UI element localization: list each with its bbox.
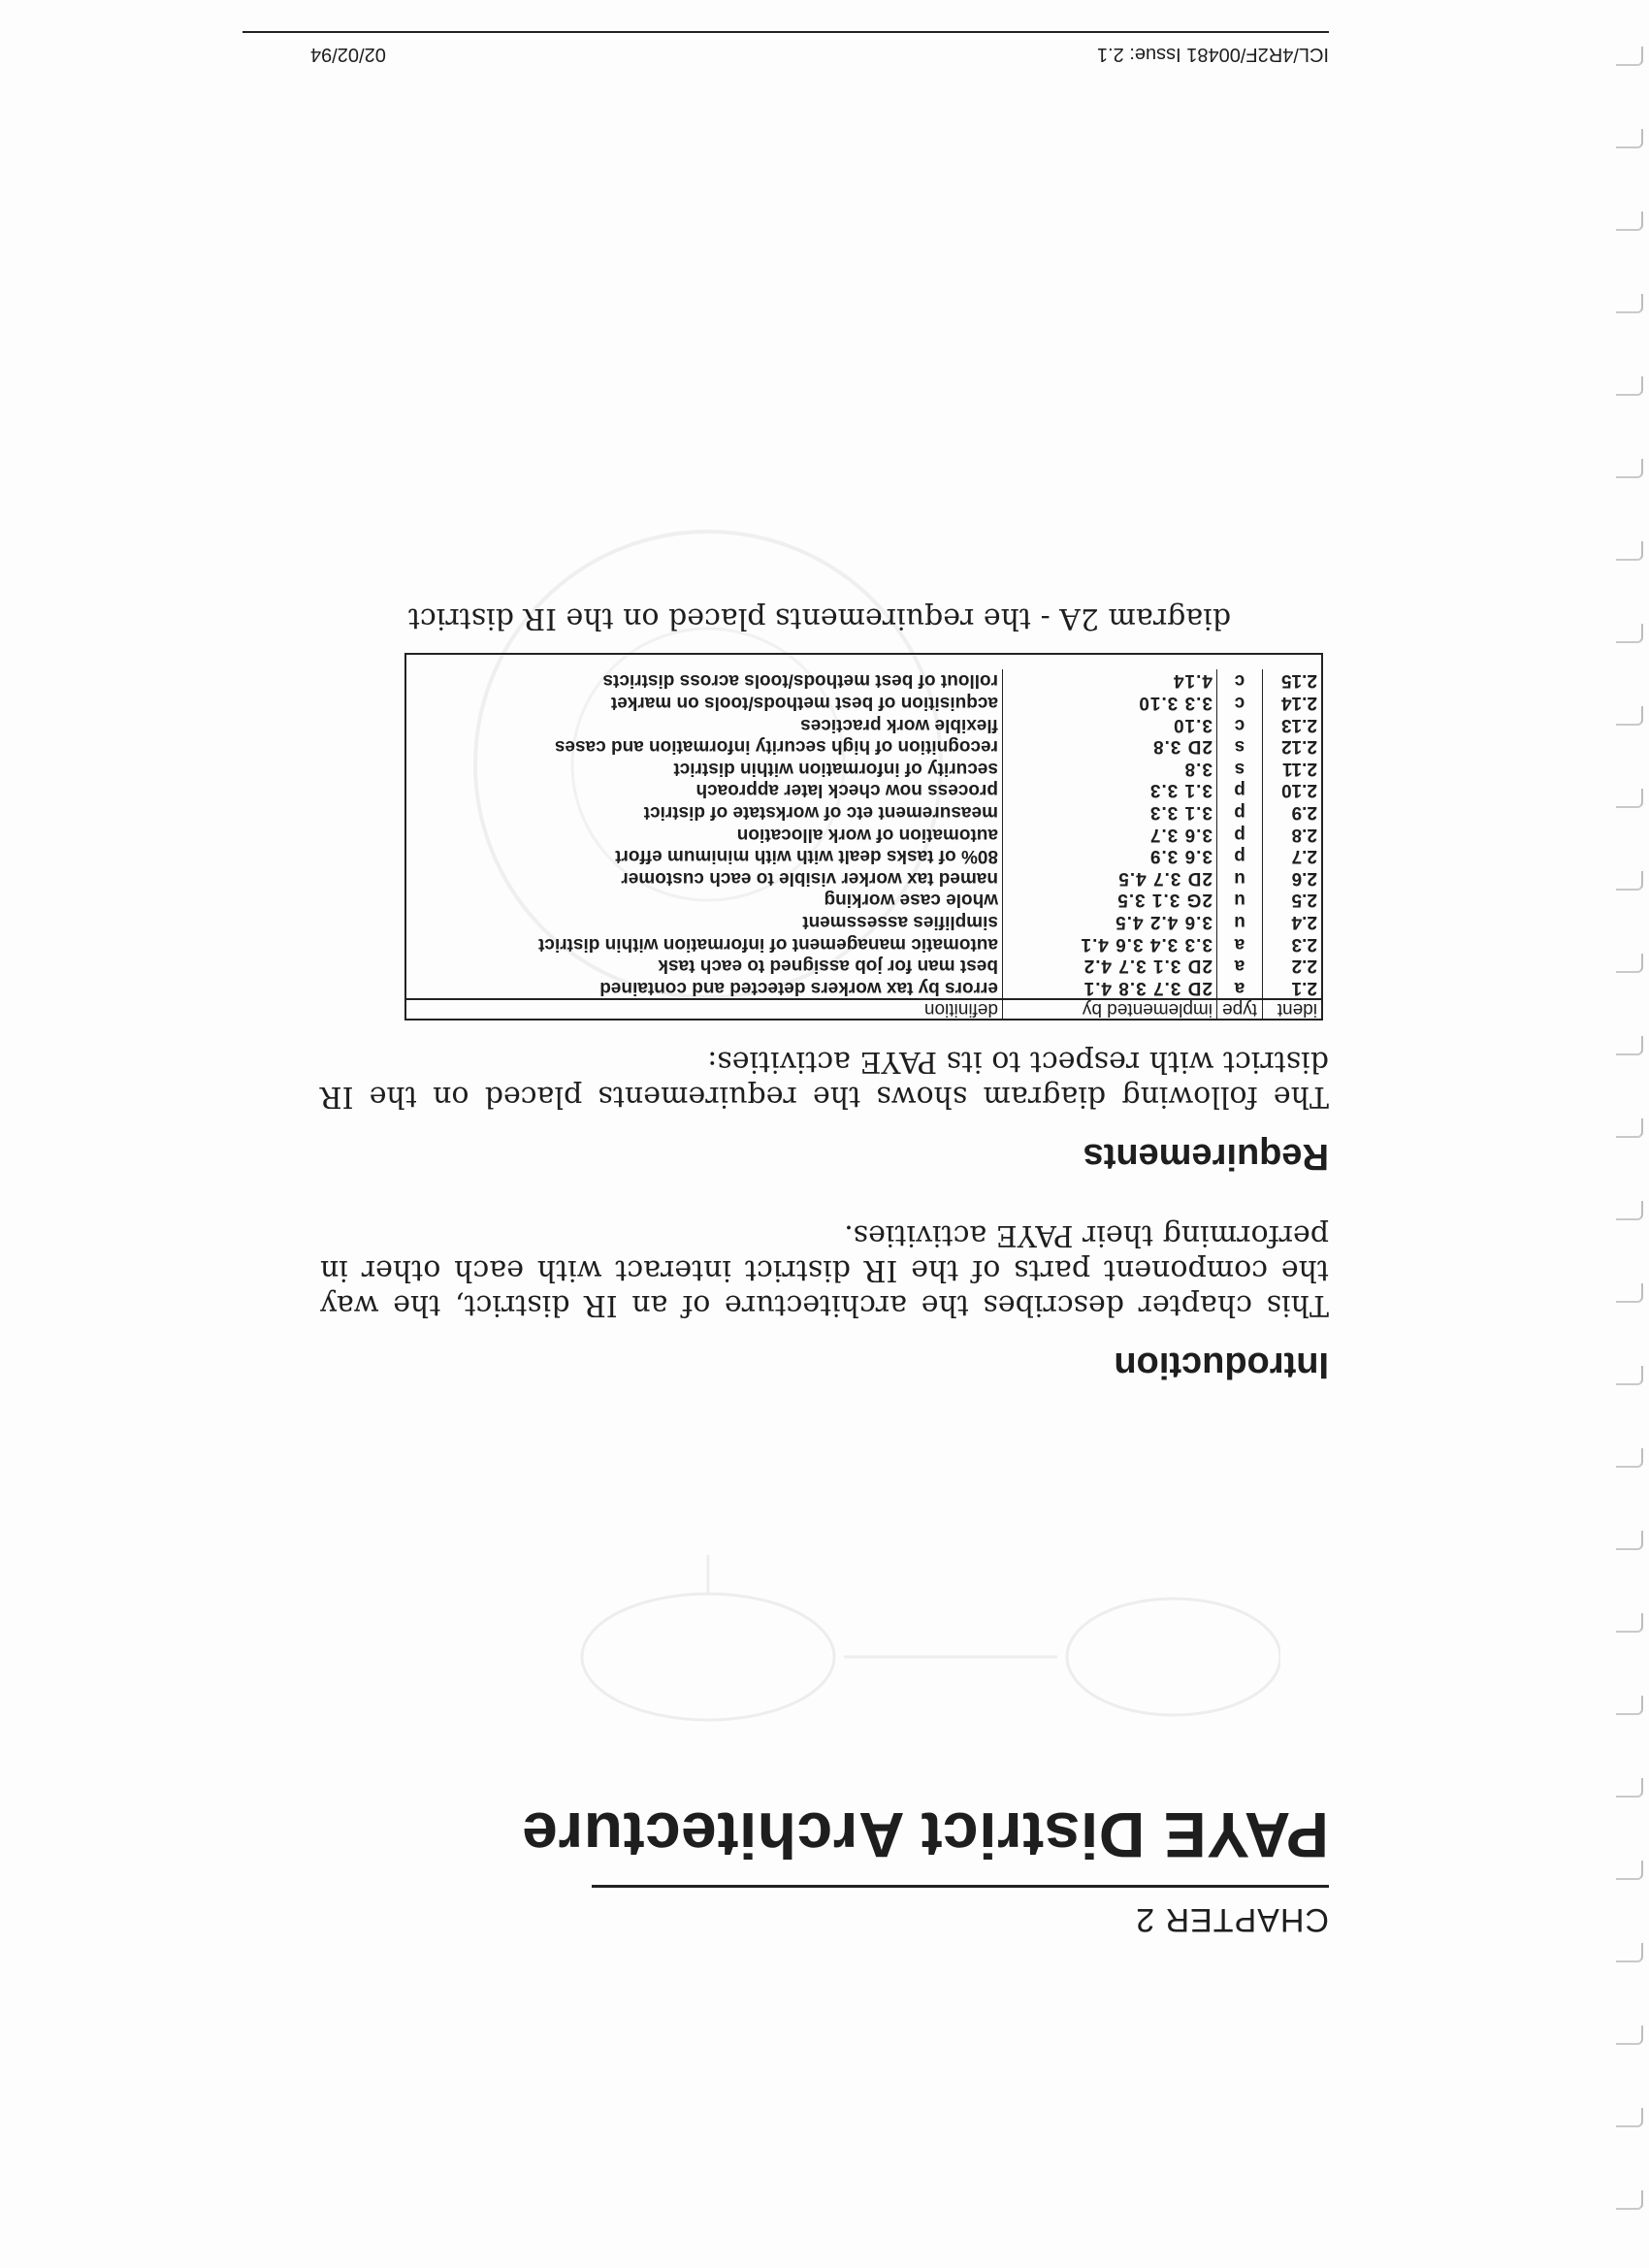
table-row [404, 779, 1321, 801]
cell-type: s [1217, 757, 1263, 779]
table-row [404, 735, 1321, 758]
table-row [404, 823, 1321, 845]
cell-ident: 2.12 [1281, 736, 1317, 758]
binding-hole [1616, 1366, 1643, 1385]
cell-ident: 2.7 [1291, 846, 1317, 867]
introduction-heading: Introduction [1114, 1345, 1329, 1385]
binding-hole [1616, 1283, 1643, 1303]
binding-hole [1616, 2190, 1643, 2210]
table-row [404, 911, 1321, 933]
cell-type: p [1217, 779, 1263, 801]
cell-implemented-by: 3.1 3.3 [1003, 801, 1217, 824]
binding-hole [1616, 1531, 1643, 1550]
cell-type: a [1217, 955, 1263, 977]
binding-hole [1616, 459, 1643, 478]
binding-hole [1616, 2025, 1643, 2045]
binding-hole [1616, 1448, 1643, 1468]
cell-ident: 2.3 [1291, 933, 1317, 955]
binding-hole [1616, 1118, 1643, 1138]
cell-definition: best man for job assigned to each task [404, 955, 1003, 977]
cell-type: a [1217, 976, 1263, 999]
binding-hole [1616, 1613, 1643, 1633]
cell-implemented-by: 3.6 3.7 [1003, 823, 1217, 845]
cell-ident: 2.9 [1291, 801, 1317, 823]
cell-definition: rollout of best methods/tools across districts [404, 669, 1003, 692]
page-footer [310, 36, 1329, 65]
binding-hole [1616, 1943, 1643, 1962]
binding-hole [1616, 1861, 1643, 1880]
requirements-table [404, 669, 1321, 1019]
binding-hole [1616, 706, 1643, 726]
table-row [404, 757, 1321, 779]
document-reference: ICL/4R2F/00481 Issue: 2.1 [1096, 44, 1329, 65]
table-row [404, 801, 1321, 824]
cell-ident: 2.10 [1281, 780, 1317, 801]
binding-hole [1616, 211, 1643, 231]
cell-type: p [1217, 823, 1263, 845]
column-header-definition: definition [404, 999, 1003, 1019]
table-row [404, 669, 1321, 692]
cell-ident: 2.14 [1281, 692, 1317, 713]
cell-type: u [1217, 889, 1263, 911]
show-through-diagram [543, 1550, 1280, 1764]
column-header-ident: ident [1263, 999, 1322, 1019]
cell-implemented-by: 3.10 [1003, 713, 1217, 735]
table-row [404, 932, 1321, 955]
cell-ident: 2.2 [1291, 956, 1317, 977]
chapter-label: CHAPTER 2 [1135, 1901, 1329, 1938]
cell-type: u [1217, 911, 1263, 933]
binding-hole [1616, 376, 1643, 396]
cell-implemented-by: 4.14 [1003, 669, 1217, 692]
cell-implemented-by: 3.1 3.3 [1003, 779, 1217, 801]
requirements-heading: Requirements [1083, 1136, 1329, 1177]
cell-type: c [1217, 669, 1263, 692]
cell-implemented-by: 2D 3.1 3.7 4.2 [1003, 955, 1217, 977]
cell-ident: 2.11 [1282, 758, 1317, 779]
cell-implemented-by: 3.6 4.2 4.5 [1003, 911, 1217, 933]
binding-hole [1616, 1201, 1643, 1220]
cell-ident: 2.4 [1291, 911, 1317, 932]
cell-definition: 80% of tasks dealt with with minimum effort [404, 845, 1003, 867]
binding-hole [1616, 789, 1643, 808]
binding-hole [1616, 624, 1643, 643]
cell-definition: whole case working [404, 889, 1003, 911]
cell-definition: acquisition of best methods/tools on market [404, 692, 1003, 714]
cell-type: a [1217, 932, 1263, 955]
binding-hole [1616, 47, 1643, 66]
page-content [310, 0, 1329, 2268]
cell-ident: 2.15 [1281, 670, 1317, 692]
table-row [404, 955, 1321, 977]
table-row [404, 713, 1321, 735]
cell-definition: measurement etc of workstate of district [404, 801, 1003, 824]
cell-implemented-by: 2G 3.1 3.5 [1003, 889, 1217, 911]
binding-hole [1616, 1696, 1643, 1715]
binding-hole [1616, 129, 1643, 148]
table-row [404, 889, 1321, 911]
table-row [404, 866, 1321, 889]
cell-implemented-by: 2D 3.7 3.8 4.1 [1003, 976, 1217, 999]
binding-hole [1616, 294, 1643, 313]
column-header-type: type [1217, 999, 1263, 1019]
requirements-text: The following diagram shows the requirements placed on the IR district with respect to its PAYE activities: [320, 1045, 1329, 1114]
cell-ident: 2.6 [1291, 867, 1317, 889]
binding-edge [1610, 0, 1649, 2268]
introduction-text: This chapter describes the architecture of an IR district, the way the component parts of the IR district interact with each other in performing their PAYE activities. [320, 1218, 1329, 1322]
cell-definition: automation of work allocation [404, 823, 1003, 845]
document-date: 02/02/94 [310, 44, 386, 65]
table-header-row [404, 999, 1321, 1019]
cell-type: u [1217, 866, 1263, 889]
binding-hole [1616, 1778, 1643, 1798]
cell-definition: recognition of high security information and cases [404, 735, 1003, 758]
table-row [404, 976, 1321, 999]
cell-definition: process now check later approach [404, 779, 1003, 801]
cell-implemented-by: 3.6 3.9 [1003, 845, 1217, 867]
cell-definition: security of information within district [404, 757, 1003, 779]
cell-ident: 2.1 [1291, 977, 1317, 998]
column-header-implemented-by: implemented by [1003, 999, 1217, 1019]
cell-implemented-by: 3.3 3.10 [1003, 692, 1217, 714]
cell-implemented-by: 3.3 3.4 3.6 4.1 [1003, 932, 1217, 955]
cell-type: p [1217, 801, 1263, 824]
footer-rule [242, 31, 1329, 33]
cell-ident: 2.8 [1291, 824, 1317, 845]
table-row [404, 692, 1321, 714]
cell-definition: errors by tax workers detected and contained [404, 976, 1003, 999]
cell-type: c [1217, 713, 1263, 735]
cell-definition: named tax worker visible to each customer [404, 866, 1003, 889]
binding-hole [1616, 871, 1643, 891]
binding-hole [1616, 541, 1643, 561]
cell-definition: automatic management of information within district [404, 932, 1003, 955]
binding-hole [1616, 1036, 1643, 1055]
cell-implemented-by: 3.8 [1003, 757, 1217, 779]
cell-definition: flexible work practices [404, 713, 1003, 735]
cell-ident: 2.13 [1281, 714, 1317, 735]
cell-type: p [1217, 845, 1263, 867]
diagram-caption: diagram 2A - the requirements placed on the IR district [407, 601, 1232, 635]
cell-type: c [1217, 692, 1263, 714]
chapter-rule [592, 1885, 1329, 1888]
table-row [404, 845, 1321, 867]
cell-implemented-by: 2D 3.8 [1003, 735, 1217, 758]
binding-hole [1616, 954, 1643, 973]
cell-implemented-by: 2D 3.7 4.5 [1003, 866, 1217, 889]
page-title: PAYE District Architecture [521, 1799, 1329, 1871]
cell-type: s [1217, 735, 1263, 758]
cell-definition: simplifies assessment [404, 911, 1003, 933]
binding-hole [1616, 2108, 1643, 2127]
cell-ident: 2.5 [1291, 890, 1317, 911]
